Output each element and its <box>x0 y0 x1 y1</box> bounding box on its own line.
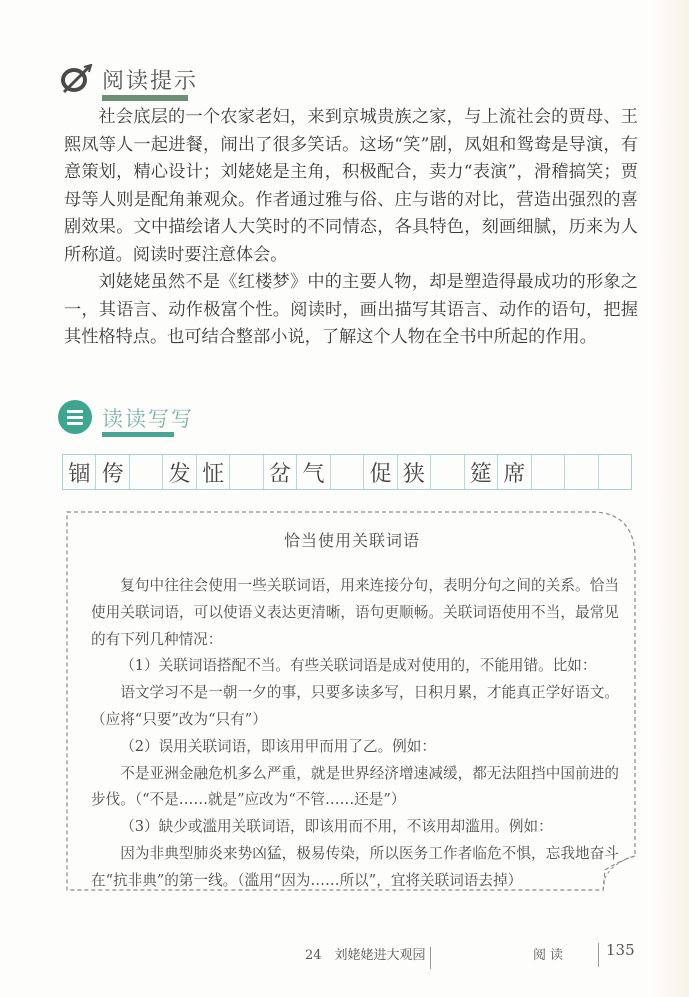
grid-cell: 狭 <box>398 455 431 489</box>
divider <box>430 947 431 969</box>
grid-cell: 侉 <box>96 455 129 489</box>
reading-tips-body <box>64 104 638 352</box>
paragraph: 刘姥姥虽然不是《红楼梦》中的主要人物，却是塑造得最成功的形象之一，其语言、动作极富个性。阅读时，画出描写其语言、动作的语句，把握其性格特点。也可结合整部小说，了解这个人物在全书中所起的作用。 <box>64 272 638 347</box>
paragraph: 语文学习不是一朝一夕的事，只要多读多写，日积月累，才能真正学好语文。（应将“只要”改为“只有”） <box>91 684 619 728</box>
grid-cell: 锢 <box>63 455 96 489</box>
title-underline <box>102 95 188 101</box>
divider <box>598 943 599 967</box>
page-edge-shading <box>649 0 689 997</box>
grid-cell <box>565 455 598 489</box>
grid-cell: 筵 <box>465 455 498 489</box>
note-body <box>91 573 619 895</box>
grid-cell: 怔 <box>197 455 230 489</box>
grid-cell <box>431 455 464 489</box>
section-title: 读读写写 <box>102 407 194 431</box>
grid-cell: 席 <box>498 455 531 489</box>
grid-cell: 气 <box>297 455 330 489</box>
vocab-grid <box>62 454 632 490</box>
paragraph: （1）关联词语搭配不当。有些关联词语是成对使用的，不能用错。比如： <box>120 657 597 675</box>
grid-cell <box>599 455 631 489</box>
paragraph: 因为非典型肺炎来势凶猛，极易传染，所以医务工作者临危不惧，忘我地奋斗在“抗非典”的第一线。（滥用“因为……所以”，宜将关联词语去掉） <box>91 844 619 889</box>
grid-cell <box>230 455 263 489</box>
grid-cell: 促 <box>364 455 397 489</box>
section-name: 阅读 <box>533 948 568 963</box>
paragraph: （3）缺少或滥用关联词语，即该用而不用，不该用却滥用。例如： <box>120 818 553 836</box>
circle-three-lines-icon <box>58 400 92 434</box>
paragraph: 复句中往往会使用一些关联词语，用来连接分句，表明分句之间的关系。恰当使用关联词语，可以使语义表达更清晰，语句更顺畅。关联词语使用不当，最常见的有下列几种情况： <box>91 577 619 648</box>
grid-cell <box>532 455 565 489</box>
page-footer <box>0 941 689 971</box>
grid-cell <box>331 455 364 489</box>
grid-cell <box>130 455 163 489</box>
lesson-title: 24 刘姥姥进大观园 <box>305 948 426 963</box>
title-underline <box>102 432 174 437</box>
paragraph: 不是亚洲金融危机多么严重，就是世界经济增速减缓，都无法阻挡中国前进的步伐。（“不是……就是”应改为“不管……还是”） <box>91 764 619 809</box>
section-title: 阅读提示 <box>102 69 199 94</box>
grid-cell: 发 <box>163 455 196 489</box>
pen-loop-icon <box>58 64 94 94</box>
paragraph: （2）误用关联词语，即该用甲而用了乙。例如： <box>120 737 436 755</box>
note-title: 恰当使用关联词语 <box>283 531 420 550</box>
page-number: 135 <box>606 941 635 959</box>
grid-cell: 岔 <box>264 455 297 489</box>
tip-note-box <box>65 510 639 894</box>
paragraph: 社会底层的一个农家老妇，来到京城贵族之家，与上流社会的贾母、王熙凤等人一起进餐，闹出了很多笑话。这场“笑”剧，凤姐和鸳鸯是导演，有意策划，精心设计；刘姥姥是主角，积极配合，卖力“表演”，滑稽搞笑；贾母等人则是配角兼观众。作者通过雅与俗、庄与谐的对比，营造出强烈的喜剧效果。文中描绘诸人大笑时的不同情态，各具特色，刻画细腻，历来为人所称道。阅读时要注意体会。 <box>64 107 638 265</box>
